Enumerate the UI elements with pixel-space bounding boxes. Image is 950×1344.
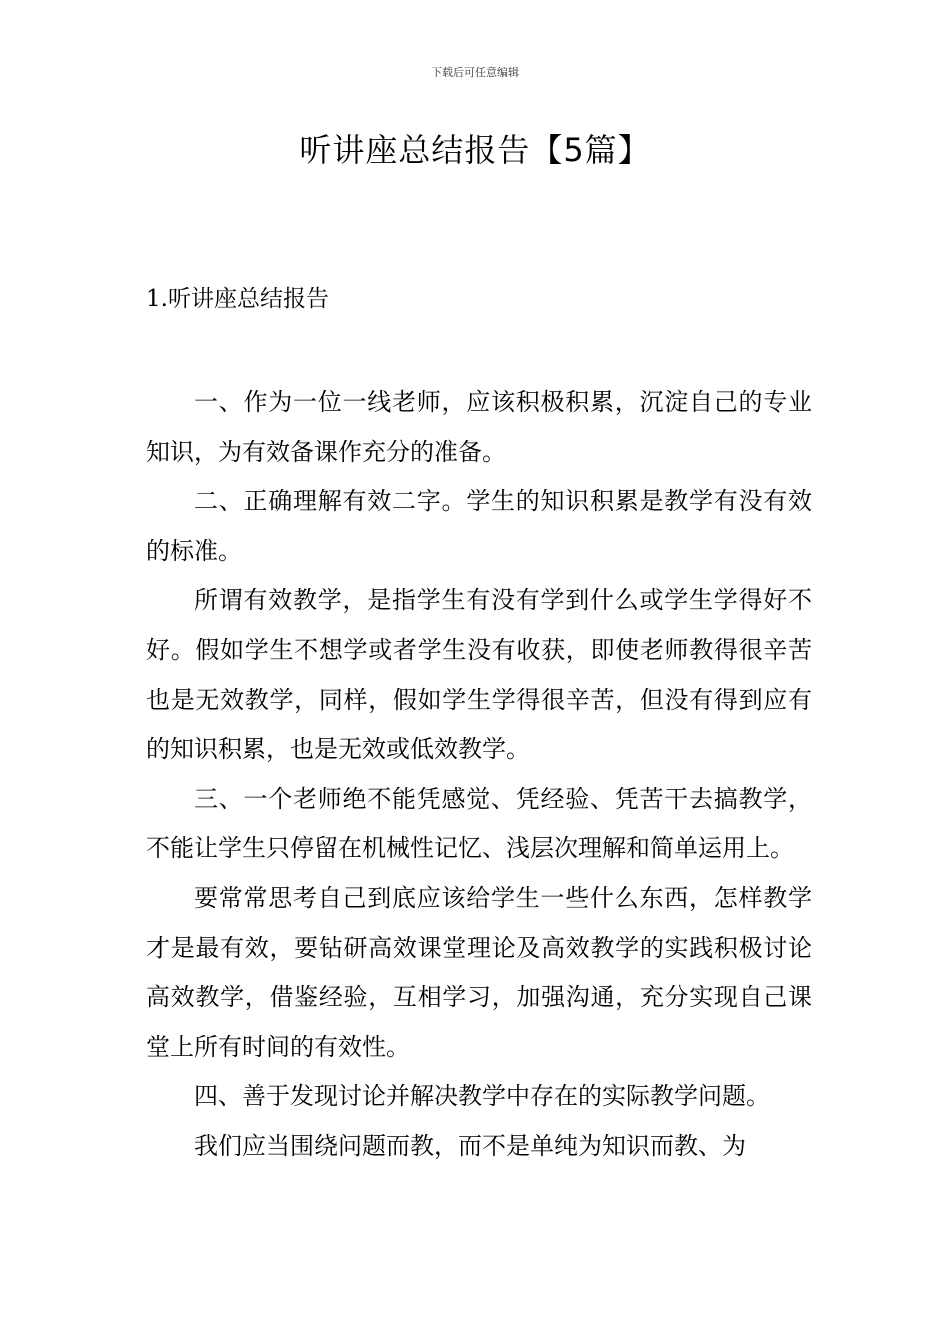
document-title: 听讲座总结报告【5篇】 [299, 131, 651, 169]
paragraph-1: 一、作为一位一线老师，应该积极积累，沉淀自己的专业知识，为有效备课作充分的准备。 [146, 388, 812, 466]
paragraph-4: 三、一个老师绝不能凭感觉、凭经验、凭苦干去搞教学，不能让学生只停留在机械性记忆、浅层次理解和简单运用上。 [146, 784, 812, 863]
document-body [146, 378, 812, 1172]
header-note: 下载后可任意编辑 [431, 66, 519, 79]
section-heading: 1.听讲座总结报告 [146, 286, 329, 312]
paragraph-6: 四、善于发现讨论并解决教学中存在的实际教学问题。 [194, 1082, 770, 1111]
paragraph-3: 所谓有效教学，是指学生有没有学到什么或学生学得好不好。假如学生不想学或者学生没有收获，即使老师教得很辛苦也是无效教学，同样，假如学生学得很辛苦，但没有得到应有的知识积累，也是无效或低效教学。 [146, 586, 812, 764]
paragraph-2: 二、正确理解有效二字。学生的知识积累是教学有没有效的标准。 [146, 487, 812, 565]
paragraph-5: 要常常思考自己到底应该给学生一些什么东西，怎样教学才是最有效，要钻研高效课堂理论及高效教学的实践积极讨论高效教学，借鉴经验，互相学习，加强沟通，充分实现自己课堂上所有时间的有效性。 [146, 883, 812, 1061]
paragraph-7: 我们应当围绕问题而教，而不是单纯为知识而教、为 [194, 1131, 746, 1160]
